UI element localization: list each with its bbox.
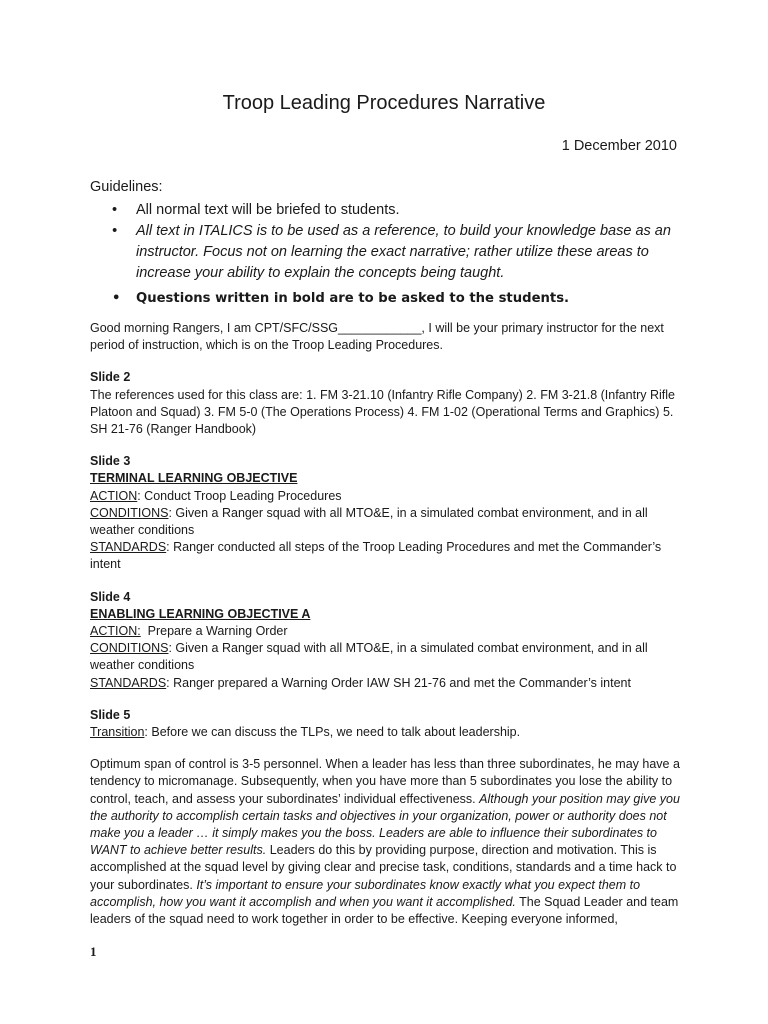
document-date: 1 December 2010 [561, 138, 677, 154]
bullet-icon: • [112, 223, 118, 239]
bullet-icon: • [112, 202, 118, 218]
slide-4-section [90, 589, 690, 692]
guidelines-section [90, 178, 690, 309]
document-title: Troop Leading Procedures Narrative [222, 92, 546, 114]
guideline-item: • All normal text will be briefed to students. [90, 200, 690, 221]
slide-3-section [90, 453, 690, 573]
leadership-paragraph: Optimum span of control is 3-5 personnel. When a leader has less than three subordinates, he may have a tendency to micromanage. Subsequently, when you have more than 5 subordinates you lose the ability to control, teach, and assess your subordinates’ individual effectiveness. Although your position may give you the authority to accomplish certain tasks and objectives in your organization, power or authority does not make you a leader … it simply makes you the boss. Leaders are able to influence their subordinates to WANT to achieve better results. Leaders do this by providing purpose, direction and motivation. This is accomplished at the squad level by giving clear and precise task, conditions, standards and a time hack to your subordinates. It’s important to ensure your subordinates know exactly what you expect them to accomplish, how you want it accomplish and when you want it accomplished. The Squad Leader and team leaders of the squad need to work together in order to be effective. Keeping everyone informed, [90, 757, 680, 927]
guideline-item: • All text in ITALICS is to be used as a reference, to build your knowledge base as an instructor. Focus not on learning the exact narrative; rather utilize these areas to increase your ability to explain the concepts being taught. [112, 223, 671, 281]
conditions-line: CONDITIONS: Given a Ranger squad with all MTO&E, in a simulated combat environment, and in all weather conditions [90, 641, 648, 673]
narrative-body [90, 320, 690, 943]
slide-heading: Slide 2 [90, 370, 131, 385]
slide-2-section [90, 369, 690, 438]
objective-heading: TERMINAL LEARNING OBJECTIVE [90, 471, 298, 486]
bullet-icon: • [112, 291, 121, 306]
guidelines-heading: Guidelines: [90, 179, 163, 195]
page-number: 1 [90, 944, 97, 959]
transition-line: Transition: Before we can discuss the TLPs, we need to talk about leadership. [90, 725, 521, 740]
conditions-line: CONDITIONS: Given a Ranger squad with all MTO&E, in a simulated combat environment, and in all weather conditions [90, 505, 648, 538]
action-line: ACTION: Prepare a Warning Order [90, 624, 288, 639]
action-line: ACTION: Conduct Troop Leading Procedures [90, 488, 342, 503]
slide-5-section [90, 707, 690, 741]
slide-heading: Slide 3 [90, 454, 131, 469]
objective-heading: ENABLING LEARNING OBJECTIVE A [90, 606, 311, 621]
standards-line: STANDARDS: Ranger prepared a Warning Order IAW SH 21-76 and met the Commander’s intent [90, 675, 631, 690]
references-text: The references used for this class are: 1. FM 3-21.10 (Infantry Rifle Company) 2. FM 3-21.8 (Infantry Rifle Platoon and Squad) 3. FM 5-0 (The Operations Process) 4. FM 1-02 (Operational Terms and Graphics) 5. SH 21-76 (Ranger Handbook) [90, 387, 675, 437]
guidelines-list [90, 200, 690, 309]
standards-line: STANDARDS: Ranger conducted all steps of the Troop Leading Procedures and met the Commander’s intent [90, 540, 662, 572]
slide-heading: Slide 5 [90, 707, 131, 722]
intro-paragraph: Good morning Rangers, I am CPT/SFC/SSG____________, I will be your primary instructor for the next period of instruction, which is on the Troop Leading Procedures. [90, 321, 664, 353]
guideline-item: • Questions written in bold are to be asked to the students. [90, 288, 690, 309]
slide-heading: Slide 4 [90, 589, 131, 604]
